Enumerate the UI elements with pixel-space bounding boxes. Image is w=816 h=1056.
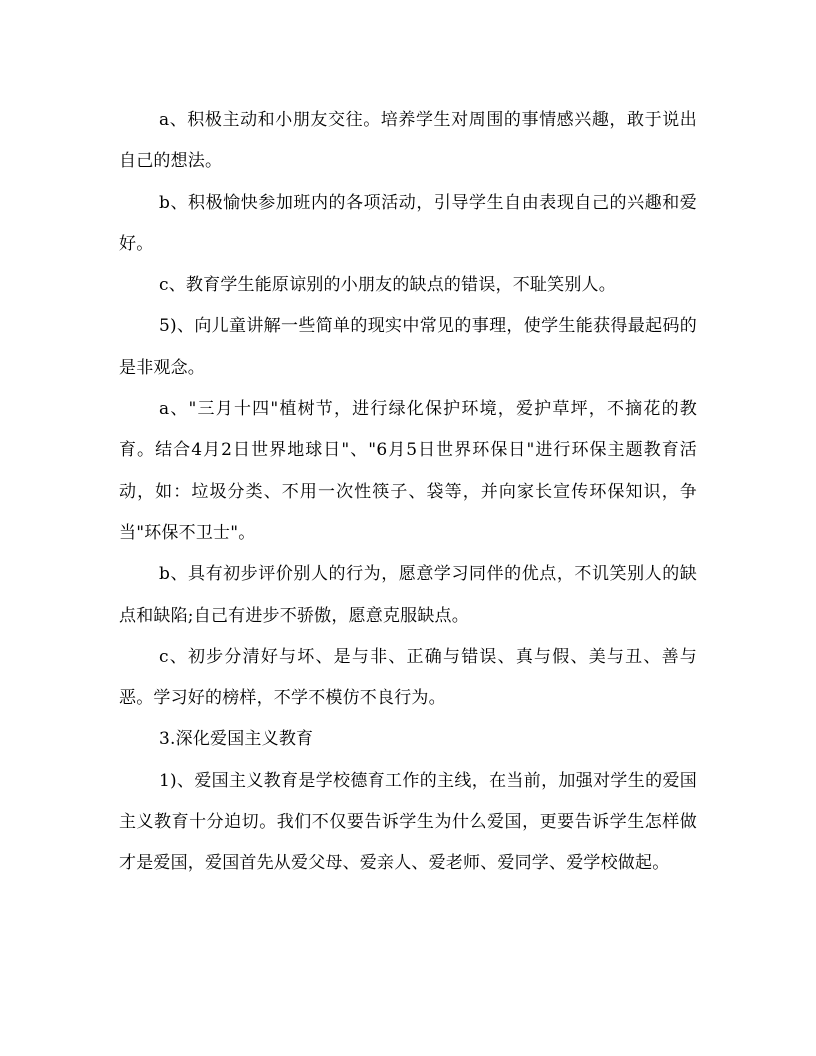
paragraph-a-environment: a、"三月十四"植树节，进行绿化保护环境，爱护草坪，不摘花的教育。结合4月2日世界地球日"、"6月5日世界环保日"进行环保主题教育活动，如：垃圾分类、不用一次性筷子、袋等，并向家长宣传环保知识，争当"环保不卫士"。 (119, 399, 697, 543)
paragraph-a-interaction: a、积极主动和小朋友交往。培养学生对周围的事情感兴趣，敢于说出自己的想法。 (119, 110, 697, 172)
document-body (119, 100, 697, 885)
paragraph-c-distinguish: c、初步分清好与坏、是与非、正确与错误、真与假、美与丑、善与恶。学习好的榜样，不学不模仿不良行为。 (119, 646, 697, 709)
paragraph-5-reasoning: 5)、向儿童讲解一些简单的现实中常见的事理，使学生能获得最起码的是非观念。 (119, 316, 697, 378)
paragraph-b-evaluation: b、具有初步评价别人的行为，愿意学习同伴的优点，不讥笑别人的缺点和缺陷;自己有进步不骄傲，愿意克服缺点。 (119, 564, 697, 626)
paragraph-c-forgiveness: c、教育学生能原谅别的小朋友的缺点的错误，不耻笑别人。 (159, 275, 616, 296)
paragraph-b-activities: b、积极愉快参加班内的各项活动，引导学生自由表现自己的兴趣和爱好。 (119, 192, 697, 254)
section-heading-patriotism: 3.深化爱国主义教育 (159, 729, 314, 750)
paragraph-1-patriotism: 1)、爱国主义教育是学校德育工作的主线，在当前，加强对学生的爱国主义教育十分迫切。我们不仅要告诉学生为什么爱国，更要告诉学生怎样做才是爱国，爱国首先从爱父母、爱亲人、爱老师、爱同学、爱学校做起。 (119, 770, 697, 874)
